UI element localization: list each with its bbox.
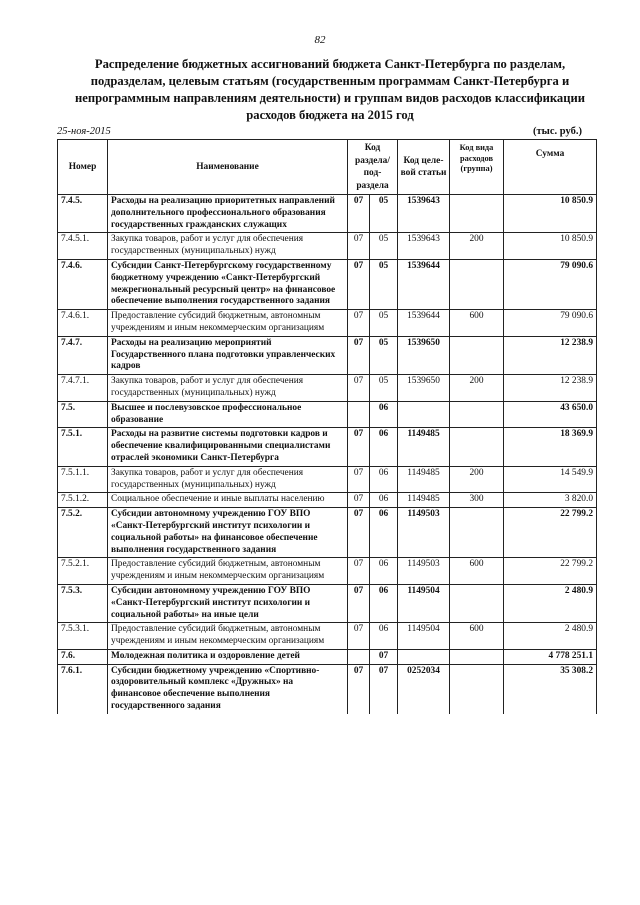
row-name: Социальное обеспечение и иные выплаты населению (108, 493, 348, 508)
row-statya: 1539650 (398, 336, 450, 374)
table-row (58, 259, 597, 309)
row-podrazdel: 07 (370, 649, 398, 664)
row-vid (450, 664, 504, 714)
row-razdel: 07 (348, 493, 370, 508)
row-name: Закупка товаров, работ и услуг для обеспечения государственных (муниципальных) нужд (108, 466, 348, 493)
table-row (58, 623, 597, 650)
table-row (58, 466, 597, 493)
row-razdel: 07 (348, 623, 370, 650)
document-title: Распределение бюджетных ассигнований бюджета Санкт-Петербурга по разделам, подразделам, целевым статьям (государственным программам Санкт-Петербурга и непрограммным направлениям деятельности) и группам видов расходов классификации расходов бюджета на 2015 год (75, 57, 585, 122)
header-name: Наименование (108, 140, 348, 195)
row-name: Закупка товаров, работ и услуг для обеспечения государственных (муниципальных) нужд (108, 233, 348, 260)
row-sum: 3 820.0 (504, 493, 597, 508)
row-podrazdel: 05 (370, 195, 398, 233)
table-body (58, 195, 597, 714)
table-row (58, 584, 597, 622)
row-number: 7.5.2. (58, 508, 108, 558)
row-statya (398, 401, 450, 428)
row-razdel: 07 (348, 508, 370, 558)
row-name: Расходы на развитие системы подготовки кадров и обеспечение квалифицированными специалистами отраслей экономики Санкт-Петербурга (108, 428, 348, 466)
table-row (58, 233, 597, 260)
row-number: 7.6. (58, 649, 108, 664)
row-vid (450, 259, 504, 309)
row-razdel: 07 (348, 375, 370, 402)
row-number: 7.4.5.1. (58, 233, 108, 260)
row-sum: 22 799.2 (504, 508, 597, 558)
row-razdel: 07 (348, 310, 370, 337)
row-statya: 1149485 (398, 428, 450, 466)
header-num: Номер (58, 140, 108, 195)
row-razdel: 07 (348, 558, 370, 585)
row-name: Предоставление субсидий бюджетным, автономным учреждениям и иным некоммерческим организациям (108, 623, 348, 650)
row-sum: 12 238.9 (504, 336, 597, 374)
header-statya: Код целе- вой статьи (398, 140, 450, 195)
row-number: 7.5.3. (58, 584, 108, 622)
row-sum: 35 308.2 (504, 664, 597, 714)
header-vid: Код вида расходов (группа) (450, 140, 504, 195)
budget-table (57, 139, 597, 714)
row-razdel: 07 (348, 336, 370, 374)
row-razdel: 07 (348, 233, 370, 260)
row-sum: 2 480.9 (504, 623, 597, 650)
row-podrazdel: 05 (370, 259, 398, 309)
row-name: Предоставление субсидий бюджетным, автономным учреждениям и иным некоммерческим организациям (108, 310, 348, 337)
row-number: 7.4.7.1. (58, 375, 108, 402)
row-name: Предоставление субсидий бюджетным, автономным учреждениям и иным некоммерческим организациям (108, 558, 348, 585)
row-vid (450, 584, 504, 622)
page-number: 82 (314, 34, 326, 46)
row-podrazdel: 07 (370, 664, 398, 714)
row-number: 7.5.1.1. (58, 466, 108, 493)
row-name: Молодежная политика и оздоровление детей (108, 649, 348, 664)
row-sum: 2 480.9 (504, 584, 597, 622)
row-statya: 1539650 (398, 375, 450, 402)
row-number: 7.5. (58, 401, 108, 428)
row-number: 7.5.1. (58, 428, 108, 466)
table-row (58, 375, 597, 402)
header-sum: Сумма (504, 140, 597, 195)
row-statya: 1539644 (398, 310, 450, 337)
row-podrazdel: 05 (370, 310, 398, 337)
row-statya: 1539643 (398, 233, 450, 260)
table-row (58, 664, 597, 714)
row-number: 7.4.6.1. (58, 310, 108, 337)
row-vid (450, 336, 504, 374)
row-statya: 1539643 (398, 195, 450, 233)
row-razdel: 07 (348, 259, 370, 309)
table-row (58, 401, 597, 428)
row-sum: 79 090.6 (504, 259, 597, 309)
row-vid (450, 195, 504, 233)
row-vid: 300 (450, 493, 504, 508)
row-podrazdel: 06 (370, 508, 398, 558)
row-vid (450, 508, 504, 558)
row-number: 7.5.2.1. (58, 558, 108, 585)
row-name: Расходы на реализацию приоритетных направлений дополнительного профессионального образования государственных гражданских служащих (108, 195, 348, 233)
row-name: Субсидии автономному учреждению ГОУ ВПО «Санкт-Петербургский институт психологии и социальной работы» на иные цели (108, 584, 348, 622)
row-vid: 600 (450, 558, 504, 585)
row-vid: 200 (450, 466, 504, 493)
row-vid: 200 (450, 233, 504, 260)
document-date: 25-ноя-2015 (57, 126, 111, 137)
table-row (58, 558, 597, 585)
table-row (58, 336, 597, 374)
row-statya: 1149485 (398, 493, 450, 508)
row-number: 7.4.7. (58, 336, 108, 374)
row-podrazdel: 06 (370, 401, 398, 428)
table-header-row (58, 140, 597, 195)
row-name: Расходы на реализацию мероприятий Государственного плана подготовки управленческих кадров (108, 336, 348, 374)
table-row (58, 195, 597, 233)
row-razdel: 07 (348, 195, 370, 233)
row-podrazdel: 05 (370, 233, 398, 260)
row-statya: 1149504 (398, 623, 450, 650)
row-name: Закупка товаров, работ и услуг для обеспечения государственных (муниципальных) нужд (108, 375, 348, 402)
row-razdel: 07 (348, 428, 370, 466)
row-podrazdel: 05 (370, 336, 398, 374)
row-sum: 12 238.9 (504, 375, 597, 402)
row-number: 7.6.1. (58, 664, 108, 714)
table-row (58, 310, 597, 337)
row-sum: 18 369.9 (504, 428, 597, 466)
table-row (58, 428, 597, 466)
row-statya: 1149504 (398, 584, 450, 622)
table-row (58, 508, 597, 558)
row-sum: 79 090.6 (504, 310, 597, 337)
row-podrazdel: 06 (370, 428, 398, 466)
row-podrazdel: 06 (370, 584, 398, 622)
row-vid: 200 (450, 375, 504, 402)
row-razdel (348, 401, 370, 428)
row-razdel: 07 (348, 664, 370, 714)
row-podrazdel: 05 (370, 375, 398, 402)
row-sum: 14 549.9 (504, 466, 597, 493)
row-sum: 4 778 251.1 (504, 649, 597, 664)
table-row (58, 493, 597, 508)
row-podrazdel: 06 (370, 623, 398, 650)
row-sum: 10 850.9 (504, 233, 597, 260)
row-podrazdel: 06 (370, 493, 398, 508)
row-razdel: 07 (348, 584, 370, 622)
row-statya: 1539644 (398, 259, 450, 309)
row-vid (450, 428, 504, 466)
row-name: Субсидии автономному учреждению ГОУ ВПО «Санкт-Петербургский институт психологии и социальной работы» на финансовое обеспечение выполнения государственного задания (108, 508, 348, 558)
row-statya: 0252034 (398, 664, 450, 714)
row-sum: 22 799.2 (504, 558, 597, 585)
row-podrazdel: 06 (370, 558, 398, 585)
table-row (58, 649, 597, 664)
row-number: 7.5.1.2. (58, 493, 108, 508)
row-statya: 1149503 (398, 508, 450, 558)
row-vid: 600 (450, 310, 504, 337)
row-vid (450, 649, 504, 664)
row-podrazdel: 06 (370, 466, 398, 493)
row-sum: 10 850.9 (504, 195, 597, 233)
row-sum: 43 650.0 (504, 401, 597, 428)
row-statya: 1149485 (398, 466, 450, 493)
row-statya (398, 649, 450, 664)
units-label: (тыс. руб.) (533, 126, 582, 137)
row-name: Субсидии Санкт-Петербургскому государственному бюджетному учреждению «Санкт-Петербургский межрегиональный ресурсный центр» на финансовое обеспечение выполнения государственного задания (108, 259, 348, 309)
row-number: 7.4.6. (58, 259, 108, 309)
row-number: 7.5.3.1. (58, 623, 108, 650)
row-razdel (348, 649, 370, 664)
row-vid: 600 (450, 623, 504, 650)
header-razdel: Код раздела/ под- раздела (348, 140, 398, 195)
row-name: Субсидии бюджетному учреждению «Спортивно-оздоровительный комплекс «Дружных» на финансовое обеспечение выполнения государственного задания (108, 664, 348, 714)
row-vid (450, 401, 504, 428)
row-name: Высшее и послевузовское профессиональное образование (108, 401, 348, 428)
row-razdel: 07 (348, 466, 370, 493)
row-number: 7.4.5. (58, 195, 108, 233)
row-statya: 1149503 (398, 558, 450, 585)
